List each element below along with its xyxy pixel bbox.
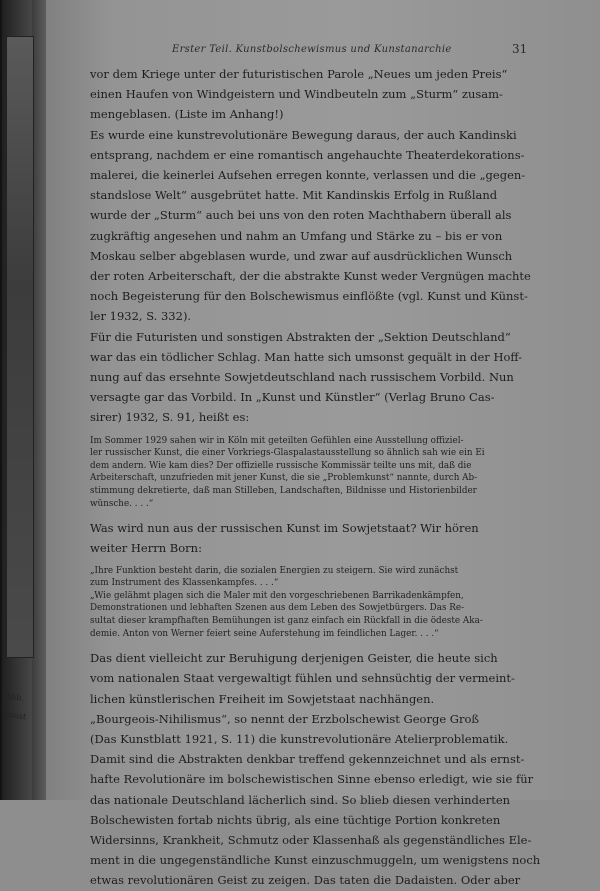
text-line: „Bourgeois-Nihilismus“, so nennt der Erzbolschewist George Groß [90,711,480,726]
text-line: standslose Welt“ ausgebrütet hatte. Mit Kandinskis Erfolg in Rußland [90,188,498,203]
quote-line: „Ihre Funktion besteht darin, die sozialen Energien zu steigern. Sie wird zunächst [90,565,459,576]
paragraph-2 [90,125,550,327]
text-line: hafte Revolutionäre im bolschewistischen Sinne ebenso erledigt, wie sie für [90,772,534,787]
quote-line: sultat dieser krampfhaften Bemühungen ist ganz einfach ein Rückfall in die ödeste Aka- [90,616,483,626]
text-line: vom nationalen Staat vergewaltigt fühlen und sehnsüchtig der vermeint- [90,671,515,686]
text-line: war das ein tödlicher Schlag. Man hatte sich umsonst gequält in der Hoff- [90,349,523,364]
quote-line: Arbeiterschaft, unzufrieden mit jener Kunst, die sie „Problemkunst“ nannte, durch Ab- [90,473,478,484]
paragraph-4 [90,518,550,558]
text-line: mengeblasen. (Liste im Anhang!) [90,107,284,122]
text-line: Widersinns, Krankheit, Schmutz oder Klassenhaß als gegenständliches Ele- [90,833,532,848]
text-line: vor dem Kriege unter der futuristischen Parole „Neues um jeden Preis“ [90,67,508,81]
quote-line: ler russischer Kunst, die einer Vorkriegs-Glaspalastausstellung so ähnlich sah wie ein Ei [90,448,485,459]
quote-line: dem andern. Wie kam dies? Der offizielle russische Kommissär teilte uns mit, daß die [90,460,472,471]
text-line: der roten Arbeiterschaft, der die abstrakte Kunst weder Vergnügen machte [90,269,531,284]
adjacent-page [2,0,32,800]
paragraph-1 [90,64,550,125]
adjacent-book-spine [0,0,46,800]
text-line: das nationale Deutschland lächerlich sind. So blieb diesen verhinderten [90,792,511,807]
text-line: nung auf das ersehnte Sowjetdeutschland nach russischem Vorbild. Nun [90,370,514,385]
quote-line: „Wie gelähmt plagen sich die Maler mit den vorgeschriebenen Barrikadenkämpfen, [90,590,464,601]
paragraph-3 [90,327,550,428]
page-number: 31 [512,42,528,56]
block-quote-2 [90,565,550,641]
text-line: Bolschewisten fortab nichts übrig, als eine tüchtige Portion konkreten [90,812,501,827]
quote-line: demie. Anton von Werner feiert seine Auferstehung im feindlichen Lager. . . .“ [90,628,439,639]
page-body [90,64,550,891]
text-line: Das dient vielleicht zur Beruhigung derjenigen Geister, die heute sich [90,651,498,666]
text-line: sirer) 1932, S. 91, heißt es: [90,410,250,425]
quote-line: Demonstrationen und lebhaften Szenen aus dem Leben des Sowjetbürgers. Das Re- [90,603,465,614]
adjacent-page-caption: Abb. Kunst [2,691,27,722]
quote-line: Im Sommer 1929 sahen wir in Köln mit geteilten Gefühlen eine Ausstellung offiziel- [90,435,464,446]
block-quote-1 [90,435,550,511]
book-page [46,0,600,888]
paragraph-5 [90,648,550,709]
text-line: versagte gar das Vorbild. In „Kunst und Künstler“ (Verlag Bruno Cas- [90,390,495,405]
quote-line: wünsche. . . .“ [90,498,154,509]
text-line: Was wird nun aus der russischen Kunst im Sowjetstaat? Wir hören [90,521,479,536]
text-line: noch Begeisterung für den Bolschewismus einflößte (vgl. Kunst und Künst- [90,289,528,304]
text-line: Für die Futuristen und sonstigen Abstrakten der „Sektion Deutschland“ [90,329,511,344]
text-line: Es wurde eine kunstrevolutionäre Bewegung daraus, der auch Kandinski [90,127,517,142]
text-line: ler 1932, S. 332). [90,309,192,324]
text-line: Moskau selber abgeblasen wurde, und zwar auf ausdrücklichen Wunsch [90,248,513,263]
adjacent-page-photo [6,36,34,658]
quote-line: stimmung dekretierte, daß man Stilleben, Landschaften, Bildnisse und Historienbilder [90,486,477,497]
text-line: weiter Herrn Born: [90,541,202,556]
text-line: lichen künstlerischen Freiheit im Sowjetstaat nachhängen. [90,691,435,706]
quote-line: zum Instrument des Klassenkampfes. . . .“ [90,578,279,589]
running-head: Erster Teil. Kunstbolschewismus und Kunstanarchie [172,44,452,55]
text-line: etwas revolutionären Geist zu zeigen. Das taten die Dadaisten. Oder aber [90,873,521,888]
text-line: malerei, die keinerlei Aufsehen erregen konnte, verlassen und die „gegen- [90,168,526,183]
text-line: (Das Kunstblatt 1921, S. 11) die kunstrevolutionäre Atelierproblematik. [90,732,509,746]
text-line: wurde der „Sturm“ auch bei uns von den roten Machthabern überall als [90,208,512,223]
text-line: zugkräftig angesehen und nahm an Umfang und Stärke zu – bis er von [90,228,503,243]
text-line: entsprang, nachdem er eine romantisch angehauchte Theaterdekorations- [90,147,525,162]
text-line: Damit sind die Abstrakten denkbar treffend gekennzeichnet und als ernst- [90,752,525,767]
text-line: ment in die ungegenständliche Kunst einzuschmuggeln, um wenigstens noch [90,853,541,868]
text-line: einen Haufen von Windgeistern und Windbeuteln zum „Sturm“ zusam- [90,87,503,102]
